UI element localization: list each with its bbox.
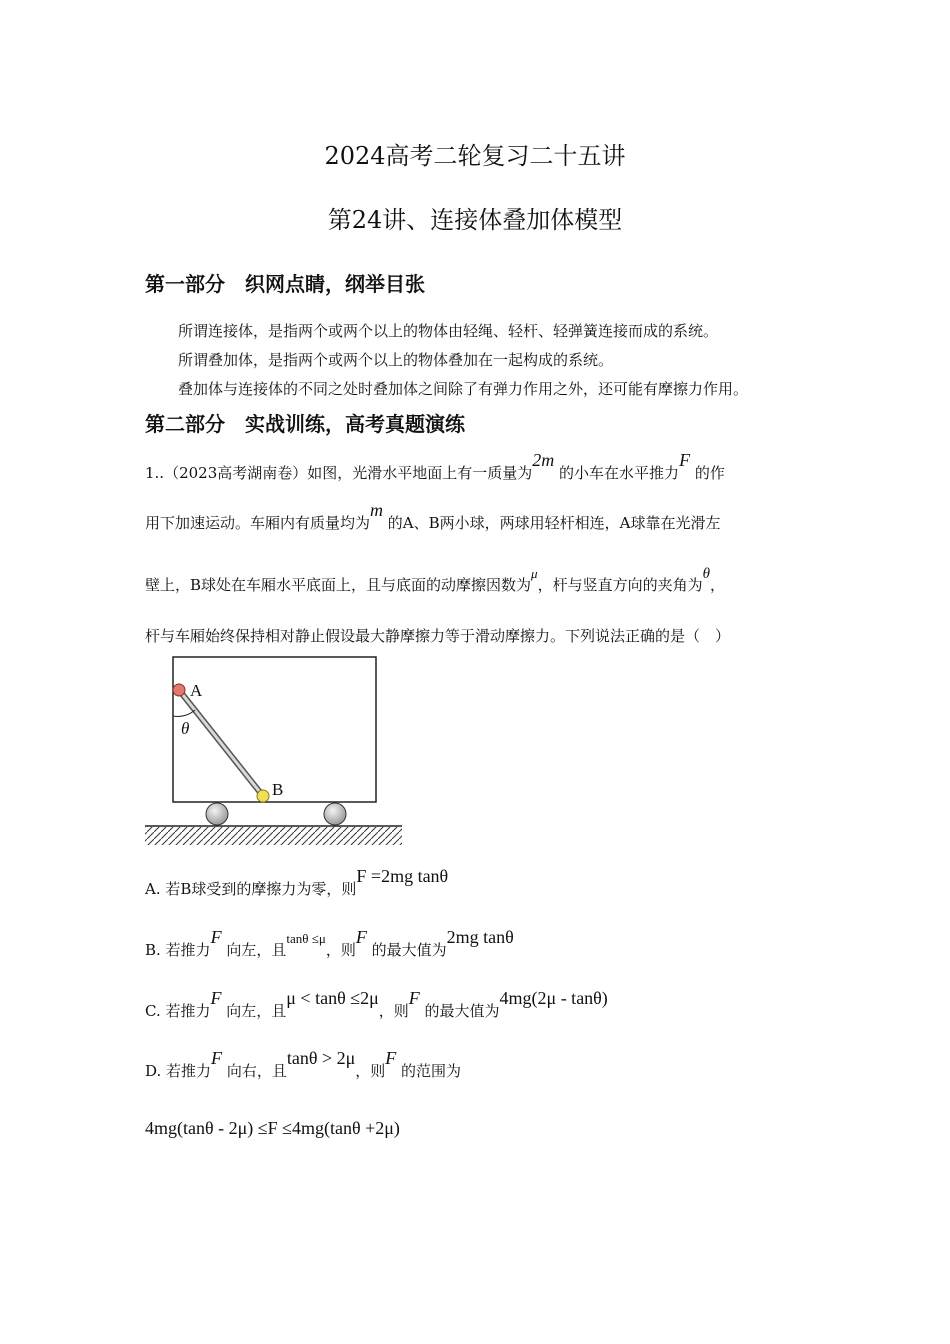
option-d-text: ，则 [355, 1062, 386, 1080]
wheel-right [324, 803, 346, 825]
option-d-text: D. 若推力 [145, 1062, 212, 1080]
paragraph-difference: 叠加体与连接体的不同之处时叠加体之间除了有弹力作用之外，还可能有摩擦力作用。 [178, 380, 749, 398]
symbol-theta: θ [702, 566, 710, 582]
label-b: B [272, 780, 284, 799]
lecture-title: 第24讲、连接体叠加体模型 [327, 206, 623, 234]
question-text: 用下加速运动。车厢内有质量均为 [145, 514, 371, 532]
option-b-text: 的最大值为 [371, 941, 447, 959]
option-b-text: ，则 [325, 941, 356, 959]
option-c-condition: μ < tanθ ≤2μ [286, 988, 379, 1008]
question-text: 的小车在水平推力 [559, 464, 680, 482]
option-a-formula: F =2mg tanθ [356, 866, 449, 886]
question-text: 1..（2023高考湖南卷）如图，光滑水平地面上有一质量为 [145, 464, 533, 482]
option-c-text: ，则 [378, 1002, 409, 1020]
option-c-text: 向左，且 [226, 1002, 287, 1020]
symbol-F: F [211, 1048, 223, 1068]
part1-heading: 第一部分 织网点睛，纲举目张 [145, 272, 425, 296]
option-b-text: 向左，且 [226, 941, 287, 959]
option-d[interactable] [145, 1048, 462, 1081]
option-a[interactable] [145, 866, 449, 899]
option-b-formula: 2mg tanθ [446, 927, 514, 947]
question-text: ，杆与竖直方向的夹角为 [537, 576, 703, 594]
option-b-text: B. 若推力 [145, 941, 211, 959]
document-title: 2024高考二轮复习二十五讲 [324, 142, 626, 170]
ball-b [257, 790, 269, 802]
option-d-condition: tanθ > 2μ [286, 1048, 356, 1068]
question-line-3 [145, 566, 725, 595]
cart-figure [140, 650, 410, 855]
option-c[interactable] [145, 988, 608, 1021]
question-line-2 [145, 500, 721, 533]
label-a: A [190, 681, 203, 700]
symbol-mu: μ [531, 566, 538, 581]
ball-a [173, 684, 185, 696]
option-d-text: 向右，且 [226, 1062, 287, 1080]
option-c-text: C. 若推力 [145, 1002, 211, 1020]
paragraph-connected-body: 所谓连接体，是指两个或两个以上的物体由轻绳、轻杆、轻弹簧连接而成的系统。 [178, 322, 719, 340]
symbol-F: F [679, 450, 691, 470]
symbol-F: F [355, 927, 367, 947]
symbol-F: F [385, 1048, 397, 1068]
symbol-F: F [210, 988, 222, 1008]
question-text: 壁上，B球处在车厢水平底面上，且与底面的动摩擦因数为 [145, 576, 532, 594]
symbol-F: F [210, 927, 222, 947]
option-c-text: 的最大值为 [424, 1002, 500, 1020]
ground-hatch [145, 827, 402, 845]
question-line-4: 杆与车厢始终保持相对静止假设最大静摩擦力等于滑动摩擦力。下列说法正确的是（ ） [145, 627, 731, 645]
question-text: 的作 [694, 464, 725, 482]
wheel-left [206, 803, 228, 825]
symbol-2m: 2m [532, 450, 555, 470]
option-b-condition: tanθ ≤μ [286, 931, 326, 946]
question-text: ， [709, 576, 725, 594]
question-line-1 [145, 450, 725, 483]
symbol-m: m [370, 500, 384, 520]
paragraph-stacked-body: 所谓叠加体，是指两个或两个以上的物体叠加在一起构成的系统。 [178, 351, 614, 369]
label-theta: θ [181, 719, 190, 738]
symbol-F: F [408, 988, 420, 1008]
question-text: 的A、B两小球，两球用轻杆相连，A球靠在光滑左 [387, 514, 721, 532]
option-b[interactable] [145, 927, 514, 960]
part2-heading: 第二部分 实战训练，高考真题演练 [145, 412, 465, 436]
option-d-text: 的范围为 [401, 1062, 462, 1080]
option-d-formula: 4mg(tanθ - 2μ) ≤F ≤4mg(tanθ +2μ) [145, 1118, 400, 1138]
option-a-text: A. 若B球受到的摩擦力为零，则 [145, 880, 357, 898]
option-c-formula: 4mg(2μ - tanθ) [499, 988, 608, 1008]
